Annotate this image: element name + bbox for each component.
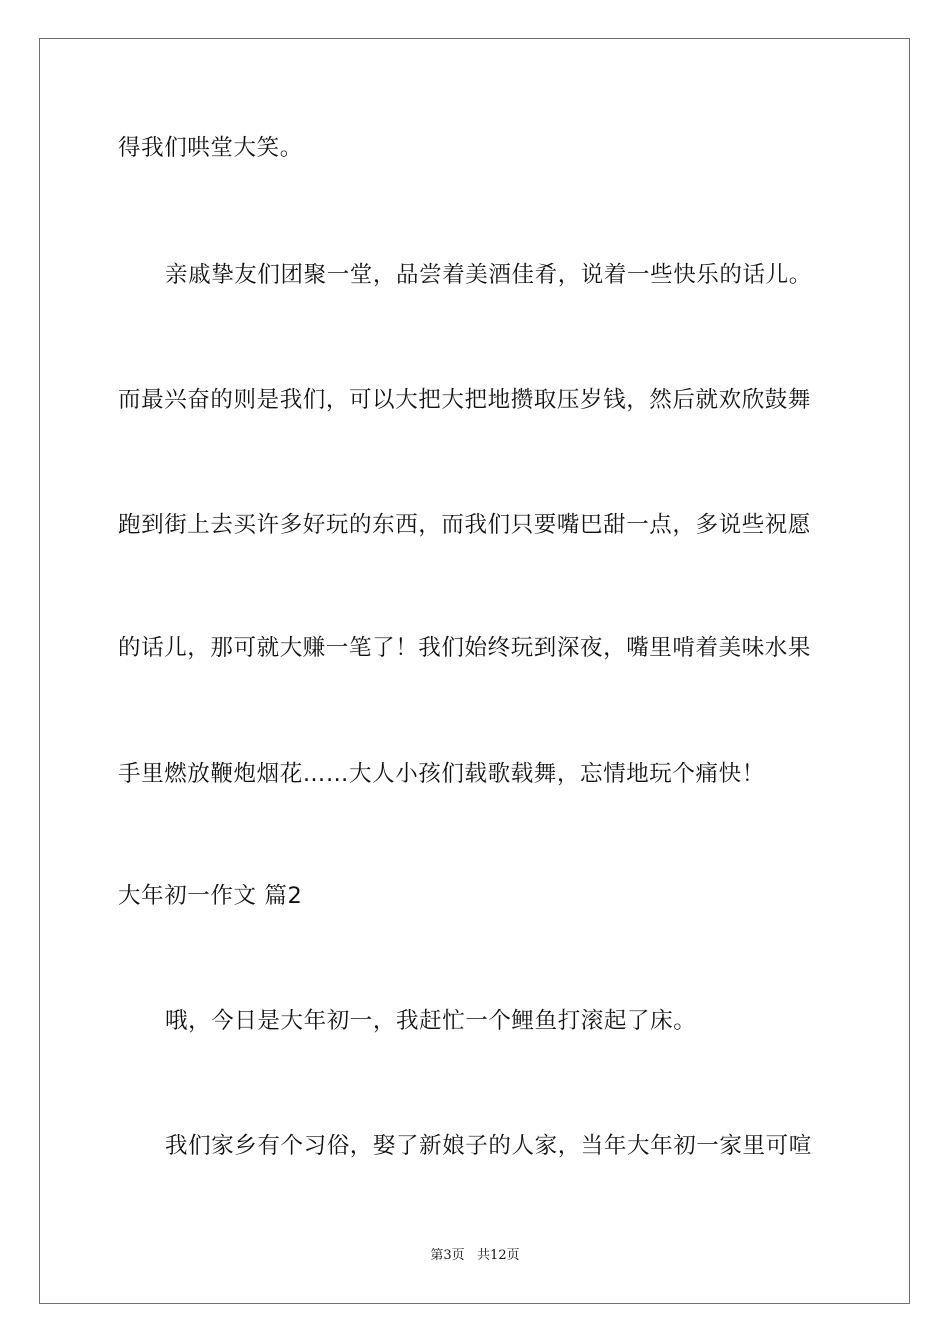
page-border (39, 38, 910, 1304)
page-number-footer: 第3页 共12页 (430, 1248, 520, 1263)
text-line-6: 手里燃放鞭炮烟花……大人小孩们载歌载舞，忘情地玩个痛快！ (118, 761, 765, 787)
text-line-8: 哦，今日是大年初一，我赶忙一个鲤鱼打滚起了床。 (165, 1008, 697, 1034)
text-line-5: 的话儿，那可就大赚一笔了！我们始终玩到深夜，嘴里啃着美味水果 (118, 635, 812, 661)
text-line-3: 而最兴奋的则是我们，可以大把大把地攒取压岁钱，然后就欢欣鼓舞 (118, 387, 812, 413)
text-line-9: 我们家乡有个习俗，娶了新娘子的人家，当年大年初一家里可喧 (165, 1133, 812, 1159)
text-line-1: 得我们哄堂大笑。 (118, 135, 303, 161)
section-heading: 大年初一作文 篇2 (118, 883, 303, 909)
text-line-2: 亲戚挚友们团聚一堂，品尝着美酒佳肴，说着一些快乐的话儿。 (165, 262, 812, 288)
text-line-4: 跑到街上去买许多好玩的东西，而我们只要嘴巴甜一点，多说些祝愿 (118, 512, 812, 538)
